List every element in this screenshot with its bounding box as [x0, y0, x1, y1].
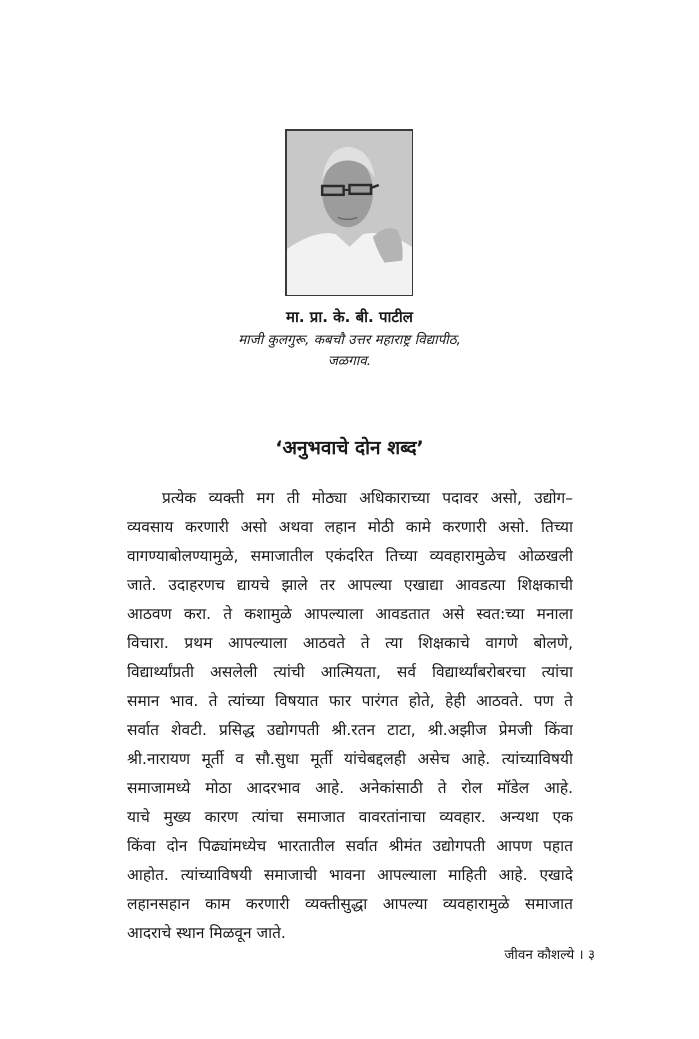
author-location: जळगाव.: [327, 353, 372, 369]
article-body: [127, 484, 573, 948]
body-line: समान भाव. ते त्यांच्या विषयात फार पारंगत होते, हेही आठवते. पण ते: [127, 692, 573, 710]
body-line: सर्वात शेवटी. प्रसिद्ध उद्योगपती श्री.रतन टाटा, श्री.अझीज प्रेमजी किंवा: [127, 721, 573, 739]
article-title: ‘अनुभवाचे दोन शब्द’: [275, 437, 424, 459]
page-footer: [504, 944, 595, 966]
body-line: व्यवसाय करणारी असो अथवा लहान मोठी कामे करणारी असो. तिच्या: [127, 518, 573, 536]
body-line: समाजामध्ये मोठा आदरभाव आहे. अनेकांसाठी ते रोल मॉडेल आहे.: [127, 779, 573, 797]
author-photo: [285, 129, 413, 296]
body-line: वागण्याबोलण्यामुळे, समाजातील एकंदरित तिच्या व्यवहारामुळेच ओळखली: [127, 547, 573, 565]
footer-book-title: जीवन कौशल्ये: [504, 947, 575, 963]
body-line: विचारा. प्रथम आपल्याला आठवते ते त्या शिक्षकाचे वागणे बोलणे,: [127, 634, 573, 652]
body-line: आहोत. त्यांच्याविषयी समाजाची भावना आपल्याला माहिती आहे. एखादे: [127, 866, 573, 884]
page-number: ३: [587, 947, 595, 963]
author-portrait-image: [287, 131, 412, 295]
body-line: आदराचे स्थान मिळवून जाते.: [127, 924, 286, 942]
body-line: याचे मुख्य कारण त्यांचा समाजात वावरतांनाचा व्यवहार. अन्यथा एक: [127, 808, 573, 826]
author-name: मा. प्रा. के. बी. पाटील: [286, 308, 413, 326]
body-line: श्री.नारायण मूर्ती व सौ.सुधा मूर्ती यांचेबद्दलही असेच आहे. त्यांच्याविषयी: [127, 750, 573, 768]
body-line: आठवण करा. ते कशामुळे आपल्याला आवडतात असे स्वत:च्या मनाला: [127, 605, 573, 623]
footer-separator: ।: [578, 947, 584, 963]
body-line: लहानसहान काम करणारी व्यक्तीसुद्धा आपल्या व्यवहारामुळे समाजात: [127, 895, 573, 913]
body-line: प्रत्येक व्यक्ती मग ती मोठ्या अधिकाराच्या पदावर असो, उद्योग–: [162, 489, 573, 507]
body-line: जाते. उदाहरणच द्यायचे झाले तर आपल्या एखाद्या आवडत्या शिक्षकाची: [127, 576, 573, 594]
author-designation: माजी कुलगुरू, कबचौ उत्तर महाराष्ट्र विद्यापीठ,: [238, 332, 461, 348]
body-line: किंवा दोन पिढ्यांमध्येच भारतातील सर्वात श्रीमंत उद्योगपती आपण पहात: [127, 837, 573, 855]
body-line: विद्यार्थ्यांप्रती असलेली त्यांची आत्मियता, सर्व विद्यार्थ्यांबरोबरचा त्यांचा: [127, 663, 573, 681]
